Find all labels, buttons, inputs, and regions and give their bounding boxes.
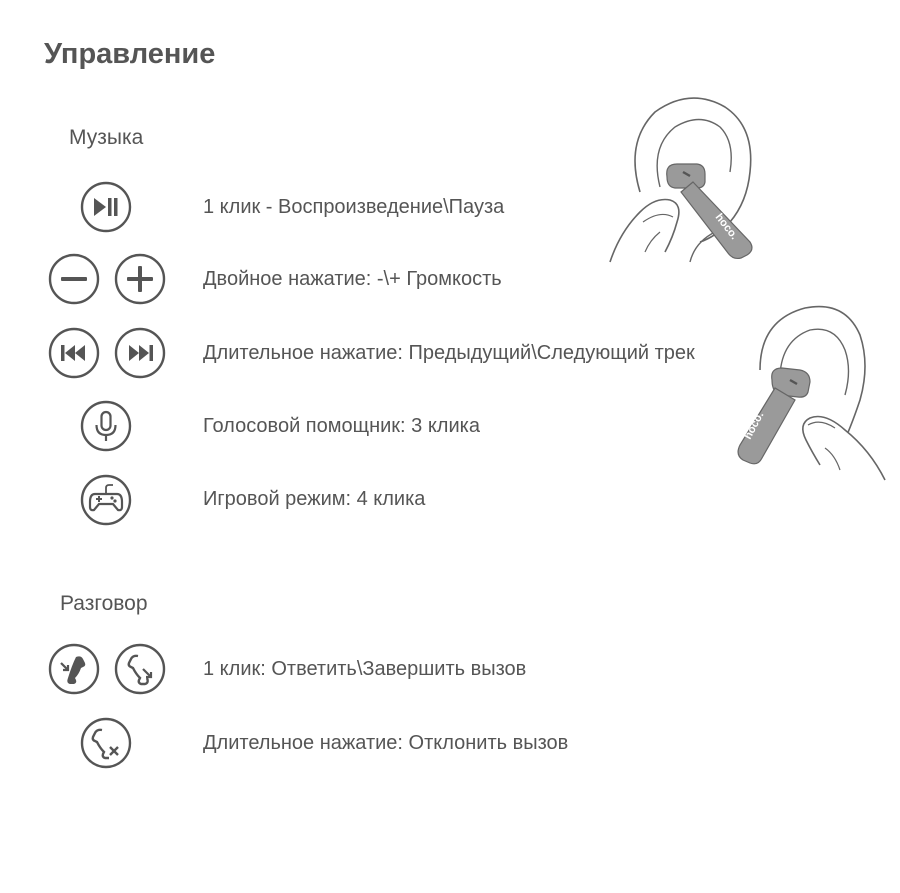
end-call-icon <box>114 643 166 695</box>
earbud-illustration-top <box>605 92 775 272</box>
next-track-icon <box>114 327 166 379</box>
row-track-text: Длительное нажатие: Предыдущий\Следующий трек <box>203 342 695 364</box>
row-play-pause-text: 1 клик - Воспроизведение\Пауза <box>203 196 505 218</box>
decline-call-icon <box>80 717 132 769</box>
gamepad-icon <box>80 474 132 526</box>
earbud-illustration-bottom <box>720 300 890 500</box>
row-volume-text: Двойное нажатие: -\+ Громкость <box>203 268 502 290</box>
plus-icon <box>114 253 166 305</box>
row-voice-text: Голосовой помощник: 3 клика <box>203 415 480 437</box>
page-title: Управление <box>44 38 216 70</box>
play-pause-icon <box>80 181 132 233</box>
earbud-logo: hoco. <box>712 211 741 242</box>
previous-track-icon <box>48 327 100 379</box>
microphone-icon <box>80 400 132 452</box>
minus-icon <box>48 253 100 305</box>
earbud-logo-bottom: hoco. <box>742 409 767 442</box>
row-game-text: Игровой режим: 4 клика <box>203 488 426 510</box>
answer-call-icon <box>48 643 100 695</box>
section-music-label: Музыка <box>69 126 144 149</box>
section-call-label: Разговор <box>60 592 148 615</box>
row-answer-text: 1 клик: Ответить\Завершить вызов <box>203 658 527 680</box>
row-decline-text: Длительное нажатие: Отклонить вызов <box>203 732 569 754</box>
